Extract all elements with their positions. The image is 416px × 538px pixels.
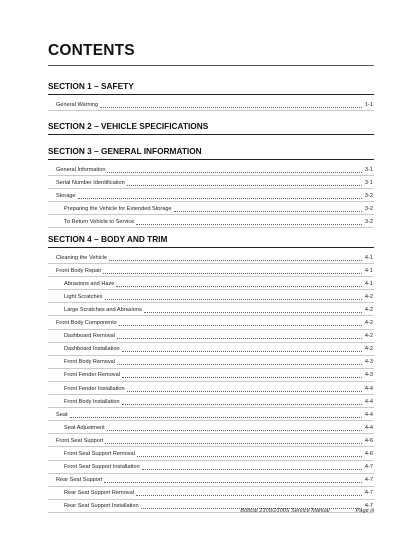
toc-entry[interactable] xyxy=(48,163,374,176)
toc-entry[interactable] xyxy=(48,356,374,369)
section-heading: SECTION 1 – SAFETY xyxy=(48,80,374,95)
footer-page-number: Page iii xyxy=(355,508,374,514)
toc-entry-label: Front Seat Support xyxy=(56,437,104,444)
section-4 xyxy=(48,233,374,513)
toc-entry-label: Front Body Removal xyxy=(64,359,115,366)
section-entries xyxy=(48,251,374,513)
footer-manual-title: Bobcat 2100/2100S Service Manual xyxy=(240,508,330,514)
dot-leader xyxy=(142,469,362,470)
toc-entry[interactable] xyxy=(48,176,374,189)
page-title: CONTENTS xyxy=(48,42,135,59)
section-heading: SECTION 4 – BODY AND TRIM xyxy=(48,233,374,248)
toc-entry[interactable] xyxy=(48,343,374,356)
section-heading: SECTION 3 – GENERAL INFORMATION xyxy=(48,145,374,160)
toc-entry-label: To Return Vehicle to Service xyxy=(64,218,135,225)
toc-entry[interactable] xyxy=(48,290,374,303)
toc-entry-page: 4-7 xyxy=(364,464,373,471)
dot-leader xyxy=(136,224,362,225)
dot-leader xyxy=(122,351,362,352)
toc-entry-page: 3-2 xyxy=(364,218,373,225)
toc-entry-page: 4-1 xyxy=(364,267,373,274)
toc-entry-label: Front Body Installation xyxy=(64,398,120,405)
toc-entry-page: 3-1 xyxy=(364,179,373,186)
toc-entry-label: Storage xyxy=(56,192,76,199)
page-footer xyxy=(48,508,374,514)
dot-leader xyxy=(100,107,362,108)
toc-entry-label: Rear Seat Support xyxy=(56,477,103,484)
dot-leader xyxy=(122,377,362,378)
toc-entry[interactable] xyxy=(48,487,374,500)
toc-entry[interactable] xyxy=(48,98,374,111)
section-1 xyxy=(48,80,374,111)
toc-entry-page: 4-6 xyxy=(364,451,373,457)
section-entries xyxy=(48,163,374,228)
dot-leader xyxy=(107,172,361,173)
toc-entry-page: 4-4 xyxy=(364,424,373,431)
toc-entry[interactable] xyxy=(48,447,374,460)
toc-entry-label: Preparing the Vehicle for Extended Storage xyxy=(64,205,172,212)
toc-entry-label: Rear Seat Support Removal xyxy=(64,490,134,497)
toc-entry-label: Cleaning the Vehicle xyxy=(56,254,108,261)
section-3 xyxy=(48,145,374,228)
toc-entry-page: 4-2 xyxy=(364,346,373,353)
toc-entry-page: 4-7 xyxy=(364,477,373,484)
toc-entry[interactable] xyxy=(48,382,374,395)
section-2 xyxy=(48,120,374,135)
toc-entry-page: 4-2 xyxy=(364,320,373,327)
toc-entry-page: 4-1 xyxy=(364,254,373,261)
toc-entry-label: Front Fender Removal xyxy=(64,372,120,379)
toc-entry-page: 4-7 xyxy=(364,490,373,497)
dot-leader xyxy=(104,482,362,483)
toc-entry-page: 4-4 xyxy=(364,398,373,405)
dot-leader xyxy=(137,456,362,457)
toc-entry-page: 4-2 xyxy=(364,293,373,300)
toc-entry[interactable] xyxy=(48,330,374,343)
toc-entry-label: Dashboard Installation xyxy=(64,346,120,353)
dot-leader xyxy=(174,211,362,212)
toc-entry-page: 3-1 xyxy=(364,166,373,173)
toc-entry[interactable] xyxy=(48,369,374,382)
dot-leader xyxy=(78,198,362,199)
toc-entry-page: 1-1 xyxy=(364,101,373,108)
dot-leader xyxy=(127,391,362,392)
toc-entry-label: Front Body Components xyxy=(56,320,117,327)
toc-entry-label: Front Body Repair xyxy=(56,267,102,274)
toc-entry-label: Seat xyxy=(56,411,68,418)
dot-leader xyxy=(105,299,362,300)
toc-entry-label: Large Scratches and Abrasions xyxy=(64,306,142,313)
toc-entry-page: 4-4 xyxy=(364,385,373,392)
toc-entry-label: Seat Adjustment xyxy=(64,424,105,431)
toc-entry-page: 4-1 xyxy=(364,280,373,287)
dot-leader xyxy=(103,273,362,274)
toc-entry[interactable] xyxy=(48,461,374,474)
dot-leader xyxy=(117,364,362,365)
toc-entry-page: 4-3 xyxy=(364,372,373,379)
toc-entry[interactable] xyxy=(48,474,374,487)
toc-entry[interactable] xyxy=(48,421,374,434)
dot-leader xyxy=(70,417,362,418)
toc-entry-label: Rear Seat Support Installation xyxy=(64,503,139,510)
toc-entry-page: 4-3 xyxy=(364,359,373,366)
toc-entry-label: Dashboard Removal xyxy=(64,333,115,340)
toc-entry-label: General Information xyxy=(56,166,106,173)
toc-entry-label: Front Seat Support Installation xyxy=(64,464,140,471)
toc-entry-label: Serial Number Identification xyxy=(56,179,125,186)
dot-leader xyxy=(136,495,362,496)
dot-leader xyxy=(144,312,362,313)
toc-entry[interactable] xyxy=(48,202,374,215)
toc-entry[interactable] xyxy=(48,215,374,228)
toc-entry[interactable] xyxy=(48,303,374,316)
dot-leader xyxy=(116,286,362,287)
toc-entry[interactable] xyxy=(48,316,374,329)
dot-leader xyxy=(109,260,362,261)
toc-entry-label: Front Seat Support Removal xyxy=(64,451,135,457)
toc-entry-page: 4-7 xyxy=(364,503,373,510)
dot-leader xyxy=(127,185,362,186)
dot-leader xyxy=(119,325,362,326)
toc-entry-label: Abrasions and Haze xyxy=(64,280,115,287)
toc-entry-label: Light Scratches xyxy=(64,293,103,300)
toc-entry-label: Front Fender Installation xyxy=(64,385,125,392)
toc-entry-page: 4-6 xyxy=(364,437,373,444)
toc-entry[interactable] xyxy=(48,408,374,421)
toc-entry[interactable] xyxy=(48,251,374,264)
toc-entry-page: 3-2 xyxy=(364,192,373,199)
toc-entry[interactable] xyxy=(48,434,374,447)
section-entries xyxy=(48,98,374,111)
dot-leader xyxy=(122,404,362,405)
toc-entry[interactable] xyxy=(48,277,374,290)
dot-leader xyxy=(105,443,362,444)
dot-leader xyxy=(117,338,362,339)
toc-entry-page: 4-2 xyxy=(364,333,373,340)
section-heading: SECTION 2 – VEHICLE SPECIFICATIONS xyxy=(48,120,374,135)
toc-entry[interactable] xyxy=(48,189,374,202)
toc-entry-page: 4-2 xyxy=(364,306,373,313)
toc-entry[interactable] xyxy=(48,264,374,277)
toc-entry-label: General Warning xyxy=(56,101,99,108)
toc-entry[interactable] xyxy=(48,395,374,408)
title-divider xyxy=(48,65,374,66)
toc-entry-page: 3-2 xyxy=(364,205,373,212)
dot-leader xyxy=(107,430,362,431)
toc-entry-page: 4-4 xyxy=(364,411,373,418)
